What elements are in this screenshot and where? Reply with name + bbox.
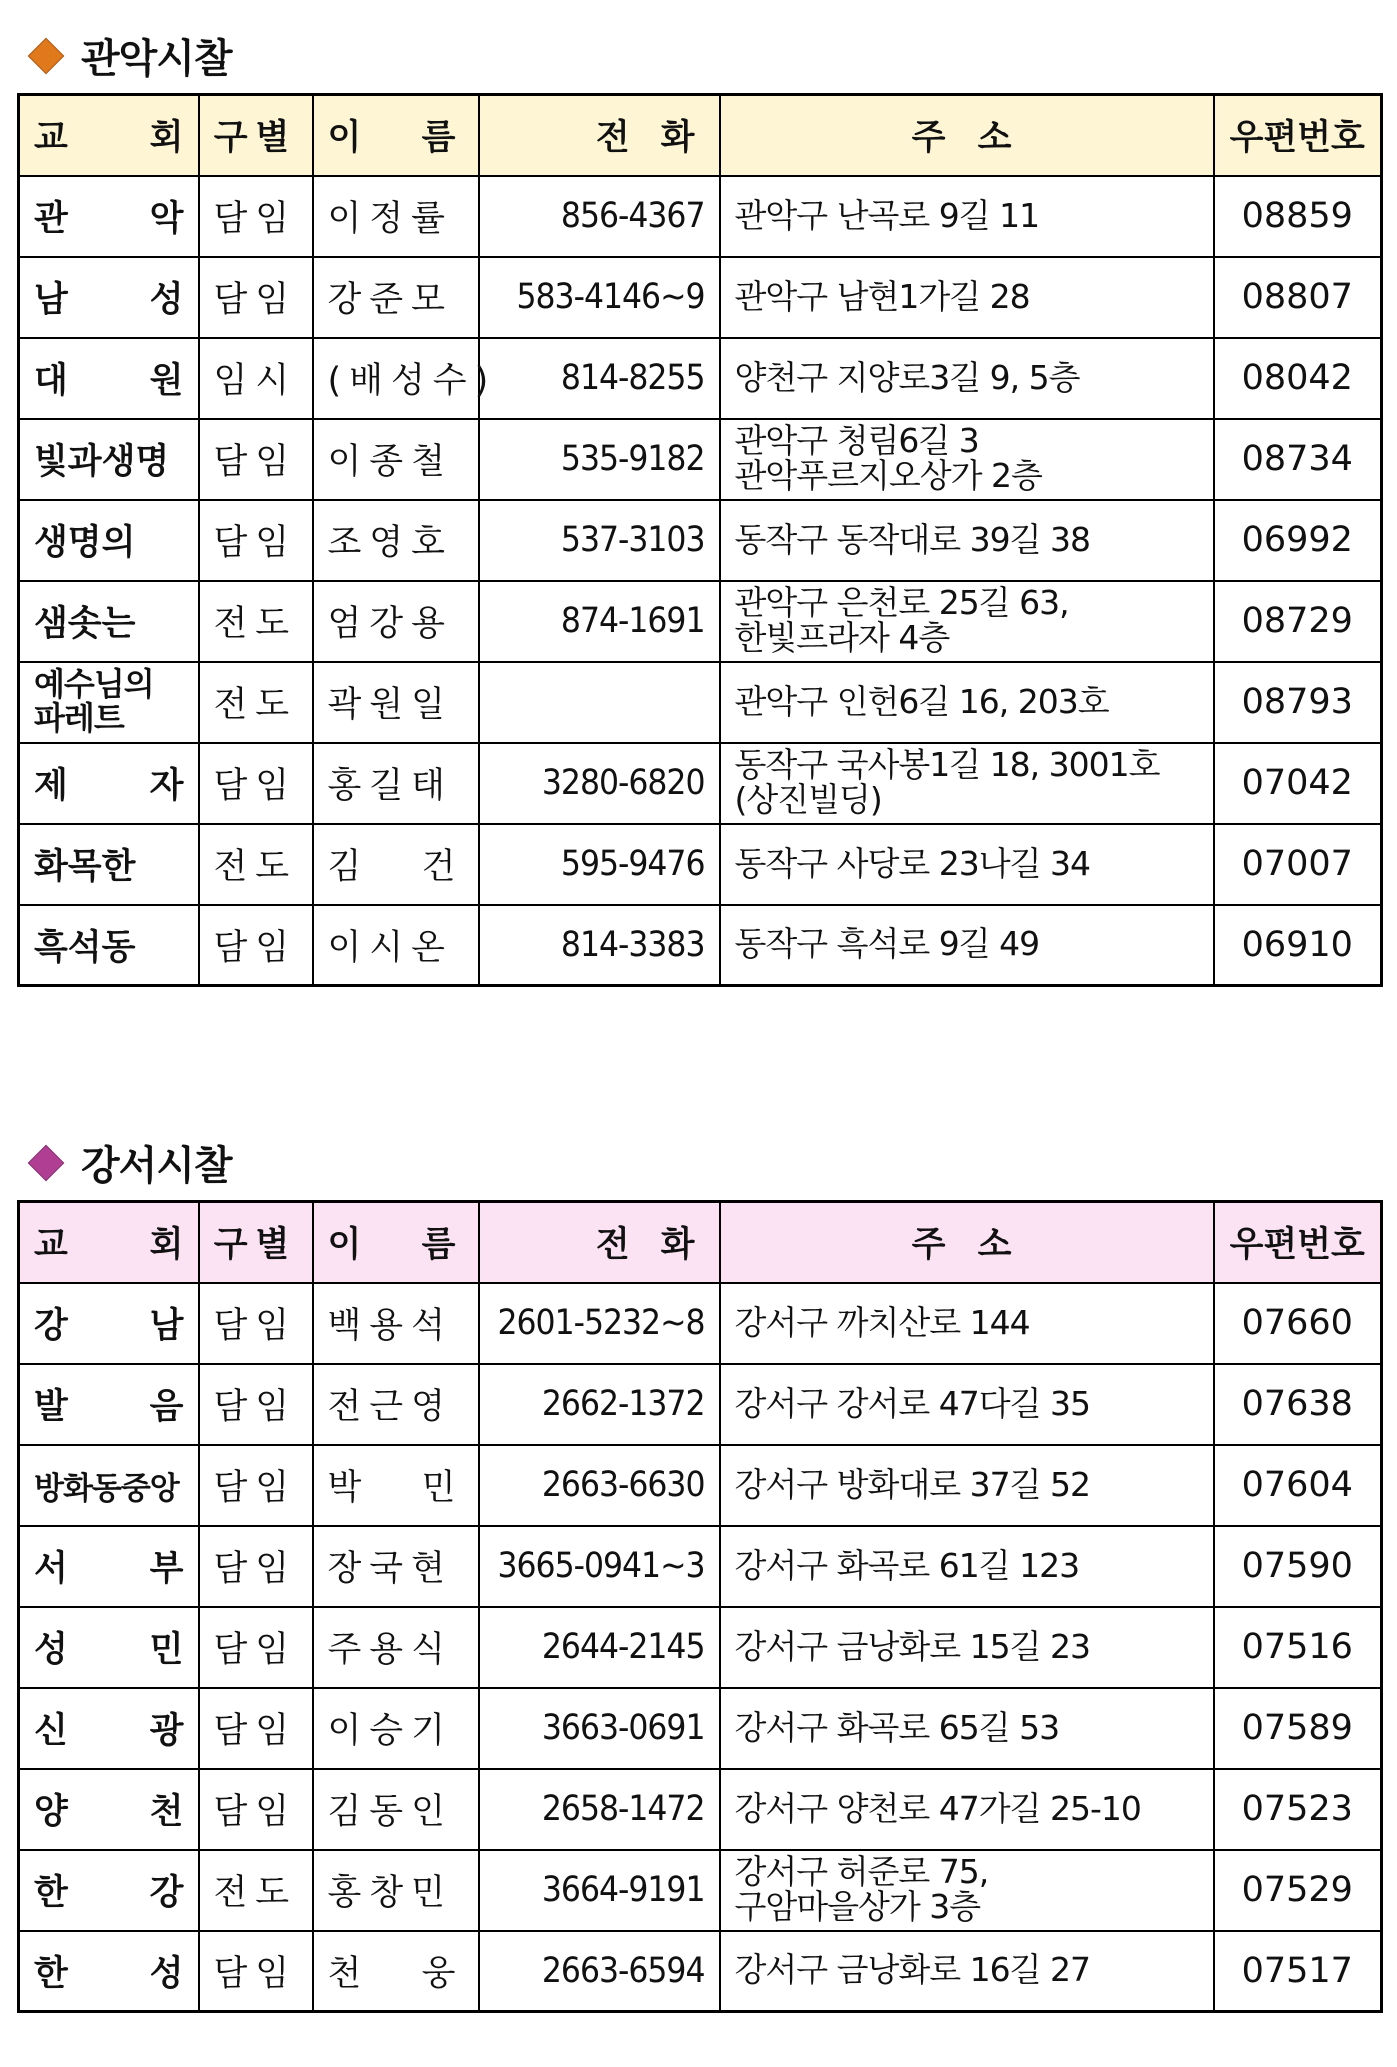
- cell-church: 신 광: [19, 1688, 199, 1769]
- cell-name: 강준모: [313, 257, 479, 338]
- table-row: [19, 581, 1382, 662]
- cell-zip: 07604: [1214, 1445, 1382, 1526]
- cell-zip: 07516: [1214, 1607, 1382, 1688]
- cell-type: 담임: [199, 1445, 313, 1526]
- cell-type: 담임: [199, 1526, 313, 1607]
- cell-phone: 814-3383: [479, 905, 720, 986]
- table-row: [19, 662, 1382, 743]
- cell-name: 이시온: [313, 905, 479, 986]
- table-row: [19, 500, 1382, 581]
- address-line: 강서구 허준로 75,: [734, 1852, 989, 1892]
- table-row: [19, 257, 1382, 338]
- cell-phone: 856-4367: [479, 176, 720, 257]
- cell-name: 이종철: [313, 419, 479, 500]
- table-row: [19, 1445, 1382, 1526]
- cell-type: 담임: [199, 1283, 313, 1364]
- cell-phone: 2663-6630: [479, 1445, 720, 1526]
- address-line: 동작구 사당로 23나길 34: [734, 843, 1090, 883]
- cell-zip: 08793: [1214, 662, 1382, 743]
- cell-address: [720, 500, 1214, 581]
- table-row: [19, 1364, 1382, 1445]
- header-zip: 우편번호: [1214, 95, 1382, 176]
- address-line: 강서구 화곡로 65길 53: [734, 1707, 1060, 1747]
- cell-zip: 08042: [1214, 338, 1382, 419]
- cell-name: (배성수): [313, 338, 479, 419]
- cell-phone: 3664-9191: [479, 1850, 720, 1931]
- cell-type: 담임: [199, 1364, 313, 1445]
- section-gwanak: [17, 18, 1380, 987]
- table-row: [19, 338, 1382, 419]
- address-line: 강서구 금낭화로 16길 27: [734, 1950, 1090, 1990]
- cell-name: 이승기: [313, 1688, 479, 1769]
- address-line: 강서구 양천로 47가길 25-10: [734, 1788, 1141, 1828]
- header-name: 이 름: [313, 1202, 479, 1283]
- orange-diamond-icon: [28, 37, 65, 74]
- cell-phone: 814-8255: [479, 338, 720, 419]
- header-church: 교 회: [19, 95, 199, 176]
- header-address: 주 소: [720, 95, 1214, 176]
- cell-name: 박 민: [313, 1445, 479, 1526]
- cell-zip: 07660: [1214, 1283, 1382, 1364]
- cell-church: 서 부: [19, 1526, 199, 1607]
- cell-address: [720, 1931, 1214, 2012]
- cell-type: 담임: [199, 500, 313, 581]
- cell-zip: 06992: [1214, 500, 1382, 581]
- cell-name: 김 건: [313, 824, 479, 905]
- cell-zip: 08807: [1214, 257, 1382, 338]
- header-type: 구별: [199, 95, 313, 176]
- cell-type: 담임: [199, 257, 313, 338]
- cell-address: [720, 257, 1214, 338]
- address-line: 양천구 지양로3길 9, 5층: [734, 357, 1080, 397]
- cell-zip: 08859: [1214, 176, 1382, 257]
- table-row: [19, 1607, 1382, 1688]
- cell-address: [720, 581, 1214, 662]
- cell-church: 흑석동: [19, 905, 199, 986]
- cell-church: 생명의: [19, 500, 199, 581]
- cell-type: 담임: [199, 1769, 313, 1850]
- table-row: [19, 824, 1382, 905]
- cell-church: 관 악: [19, 176, 199, 257]
- address-line: 동작구 동작대로 39길 38: [734, 519, 1090, 559]
- header-zip: 우편번호: [1214, 1202, 1382, 1283]
- cell-church: 한 성: [19, 1931, 199, 2012]
- cell-phone: 2658-1472: [479, 1769, 720, 1850]
- cell-type: 담임: [199, 905, 313, 986]
- cell-type: 임시: [199, 338, 313, 419]
- cell-type: 담임: [199, 1931, 313, 2012]
- cell-church: 빛과생명: [19, 419, 199, 500]
- cell-zip: 07042: [1214, 743, 1382, 824]
- cell-address: [720, 1283, 1214, 1364]
- table-row: [19, 1688, 1382, 1769]
- address-line: 관악푸르지오상가 2층: [734, 456, 1042, 495]
- table-row: [19, 1769, 1382, 1850]
- address-line: 강서구 까치산로 144: [734, 1302, 1030, 1342]
- cell-address: [720, 419, 1214, 500]
- cell-type: 전도: [199, 581, 313, 662]
- cell-zip: 08729: [1214, 581, 1382, 662]
- address-line: 강서구 방화대로 37길 52: [734, 1464, 1090, 1504]
- table-row: [19, 176, 1382, 257]
- cell-church: 남 성: [19, 257, 199, 338]
- address-line: 관악구 남현1가길 28: [734, 276, 1030, 316]
- cell-phone: [479, 662, 720, 743]
- cell-church: 강 남: [19, 1283, 199, 1364]
- cell-phone: 2644-2145: [479, 1607, 720, 1688]
- cell-address: [720, 1850, 1214, 1931]
- cell-phone: 3663-0691: [479, 1688, 720, 1769]
- table-row: [19, 743, 1382, 824]
- address-line: 관악구 난곡로 9길 11: [734, 195, 1040, 235]
- cell-name: 홍길태: [313, 743, 479, 824]
- cell-phone: 583-4146~9: [479, 257, 720, 338]
- cell-zip: 07523: [1214, 1769, 1382, 1850]
- cell-address: [720, 1526, 1214, 1607]
- cell-name: 백용석: [313, 1283, 479, 1364]
- cell-name: 이정률: [313, 176, 479, 257]
- cell-phone: 2663-6594: [479, 1931, 720, 2012]
- cell-name: 전근영: [313, 1364, 479, 1445]
- purple-diamond-icon: [28, 1144, 65, 1181]
- cell-church: 발 음: [19, 1364, 199, 1445]
- cell-zip: 07590: [1214, 1526, 1382, 1607]
- cell-zip: 06910: [1214, 905, 1382, 986]
- cell-type: 전도: [199, 824, 313, 905]
- address-line: 관악구 청림6길 3: [734, 421, 979, 461]
- cell-name: 천 웅: [313, 1931, 479, 2012]
- header-address: 주 소: [720, 1202, 1214, 1283]
- header-phone: 전 화: [479, 1202, 720, 1283]
- cell-church: 제 자: [19, 743, 199, 824]
- cell-name: 장국현: [313, 1526, 479, 1607]
- cell-address: [720, 176, 1214, 257]
- cell-address: [720, 1688, 1214, 1769]
- section-gangseo: [17, 1125, 1380, 2013]
- table-row: [19, 905, 1382, 986]
- table-row: [19, 1283, 1382, 1364]
- cell-zip: 07589: [1214, 1688, 1382, 1769]
- cell-address: [720, 1607, 1214, 1688]
- cell-address: [720, 824, 1214, 905]
- cell-zip: 07638: [1214, 1364, 1382, 1445]
- cell-name: 주용식: [313, 1607, 479, 1688]
- cell-name: 곽원일: [313, 662, 479, 743]
- church-table: [17, 93, 1383, 987]
- cell-address: [720, 1769, 1214, 1850]
- table-header-row: [19, 95, 1382, 176]
- cell-address: [720, 662, 1214, 743]
- table-row: [19, 1850, 1382, 1931]
- address-line: 관악구 은천로 25길 63,: [734, 583, 1069, 623]
- cell-church: 양 천: [19, 1769, 199, 1850]
- address-line: 강서구 강서로 47다길 35: [734, 1383, 1090, 1423]
- cell-church: 방화동중앙: [19, 1445, 199, 1526]
- address-line: 동작구 흑석로 9길 49: [734, 924, 1040, 964]
- cell-address: [720, 1445, 1214, 1526]
- cell-zip: 08734: [1214, 419, 1382, 500]
- cell-church: 성 민: [19, 1607, 199, 1688]
- header-name: 이 름: [313, 95, 479, 176]
- address-line: (상진빌딩): [734, 780, 882, 819]
- section-title: 관악시찰: [81, 36, 232, 82]
- cell-name: 홍창민: [313, 1850, 479, 1931]
- cell-type: 담임: [199, 743, 313, 824]
- cell-phone: 2601-5232~8: [479, 1283, 720, 1364]
- cell-address: [720, 905, 1214, 986]
- section-title: 강서시찰: [81, 1143, 232, 1189]
- cell-phone: 537-3103: [479, 500, 720, 581]
- cell-type: 담임: [199, 176, 313, 257]
- cell-phone: 3280-6820: [479, 743, 720, 824]
- cell-phone: 2662-1372: [479, 1364, 720, 1445]
- cell-church: 한 강: [19, 1850, 199, 1931]
- cell-type: 전도: [199, 662, 313, 743]
- address-line: 한빛프라자 4층: [734, 618, 950, 657]
- header-church: 교 회: [19, 1202, 199, 1283]
- header-phone: 전 화: [479, 95, 720, 176]
- cell-church: 예수님의 파레트: [19, 662, 199, 743]
- header-type: 구별: [199, 1202, 313, 1283]
- cell-phone: 595-9476: [479, 824, 720, 905]
- cell-phone: 874-1691: [479, 581, 720, 662]
- church-table: [17, 1200, 1383, 2013]
- table-row: [19, 1931, 1382, 2012]
- cell-name: 조영호: [313, 500, 479, 581]
- cell-address: [720, 1364, 1214, 1445]
- address-line: 구암마을상가 3층: [734, 1887, 981, 1926]
- cell-church: 화목한: [19, 824, 199, 905]
- cell-zip: 07007: [1214, 824, 1382, 905]
- cell-type: 전도: [199, 1850, 313, 1931]
- cell-phone: 3665-0941~3: [479, 1526, 720, 1607]
- table-header-row: [19, 1202, 1382, 1283]
- address-line: 동작구 국사봉1길 18, 3001호: [734, 745, 1160, 785]
- address-line: 강서구 화곡로 61길 123: [734, 1545, 1080, 1585]
- address-line: 관악구 인헌6길 16, 203호: [734, 681, 1109, 721]
- cell-address: [720, 338, 1214, 419]
- section-heading: [17, 1125, 1380, 1200]
- cell-name: 김동인: [313, 1769, 479, 1850]
- cell-name: 엄강용: [313, 581, 479, 662]
- cell-zip: 07529: [1214, 1850, 1382, 1931]
- cell-type: 담임: [199, 419, 313, 500]
- cell-church: 대 원: [19, 338, 199, 419]
- table-row: [19, 1526, 1382, 1607]
- section-heading: [17, 18, 1380, 93]
- table-row: [19, 419, 1382, 500]
- cell-type: 담임: [199, 1607, 313, 1688]
- address-line: 강서구 금낭화로 15길 23: [734, 1626, 1090, 1666]
- cell-church: 샘솟는: [19, 581, 199, 662]
- cell-zip: 07517: [1214, 1931, 1382, 2012]
- cell-address: [720, 743, 1214, 824]
- cell-type: 담임: [199, 1688, 313, 1769]
- cell-phone: 535-9182: [479, 419, 720, 500]
